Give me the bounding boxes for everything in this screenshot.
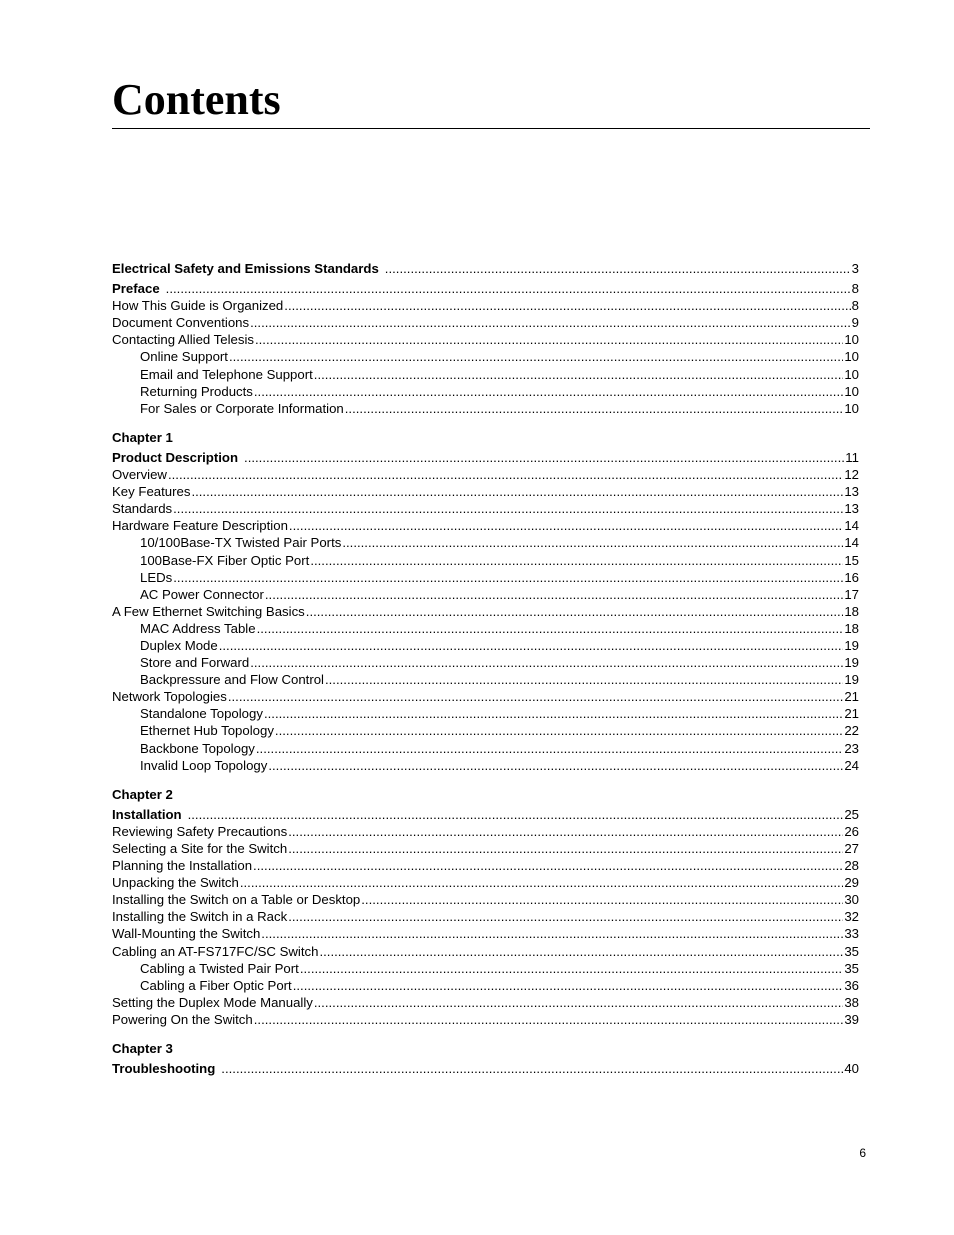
toc-entry[interactable] (112, 297, 859, 314)
toc-entry[interactable] (112, 552, 859, 569)
toc-entry-page: 12 (844, 467, 859, 483)
toc-entry[interactable] (112, 383, 859, 400)
toc-entry-label: Hardware Feature Description (112, 518, 288, 534)
toc-entry-page: 27 (844, 841, 859, 856)
toc-leader-dots (221, 1060, 843, 1077)
toc-entry-page: 8 (851, 298, 859, 314)
toc-leader-dots (168, 466, 843, 483)
toc-entry-label: LEDs (140, 569, 173, 585)
toc-entry-label: Backbone Topology (140, 740, 255, 756)
toc-entry-label: Installing the Switch in a Rack (112, 909, 288, 925)
toc-entry-page: 11 (845, 449, 859, 465)
toc-leader-dots (314, 366, 844, 383)
toc-entry-label: Powering On the Switch (112, 1011, 253, 1027)
toc-entry-page: 22 (844, 723, 859, 739)
toc-leader-dots (254, 1011, 844, 1028)
toc-entry[interactable] (112, 517, 859, 534)
toc-leader-dots (228, 688, 843, 705)
toc-leader-dots (229, 348, 843, 365)
toc-entry-label: Wall-Mounting the Switch (112, 926, 261, 942)
toc-entry[interactable] (112, 260, 859, 277)
toc-entry-label: Network Topologies (112, 689, 227, 705)
toc-entry-page: 29 (844, 875, 859, 891)
toc-entry[interactable] (112, 977, 859, 994)
toc-entry-page: 10 (844, 349, 859, 365)
toc-entry[interactable] (112, 314, 859, 331)
toc-entry-page: 21 (844, 706, 859, 722)
toc-leader-dots (275, 722, 843, 739)
toc-leader-dots (256, 740, 843, 757)
toc-leader-dots (288, 823, 843, 840)
toc-leader-dots (288, 840, 843, 857)
toc-entry-page: 39 (844, 1011, 859, 1027)
toc-entry-label: How This Guide is Organized (112, 298, 284, 314)
page-title: Contents (112, 75, 281, 124)
toc-entry[interactable] (112, 500, 859, 517)
toc-leader-dots (300, 960, 844, 977)
toc-entry-page: 3 (851, 261, 859, 276)
toc-leader-dots (289, 517, 843, 534)
toc-leader-dots (166, 280, 851, 297)
toc-entry-label: Preface (112, 281, 160, 297)
toc-entry-label: Cabling an AT-FS717FC/SC Switch (112, 943, 319, 959)
toc-entry-label: Chapter 3 (112, 1041, 173, 1057)
toc-entry-label: 10/100Base-TX Twisted Pair Ports (140, 535, 342, 551)
toc-leader-dots (345, 400, 844, 417)
toc-entry-label: Cabling a Fiber Optic Port (140, 977, 292, 993)
toc-entry[interactable] (112, 483, 859, 500)
toc-entry-page: 10 (844, 366, 859, 382)
toc-entry-label: Reviewing Safety Precautions (112, 823, 288, 839)
toc-leader-dots (288, 908, 843, 925)
toc-leader-dots (361, 891, 843, 908)
toc-entry-label: Document Conventions (112, 315, 250, 331)
toc-entry-page: 18 (844, 620, 859, 636)
toc-entry[interactable] (112, 960, 859, 977)
toc-entry-page: 10 (844, 332, 859, 348)
toc-entry-page: 40 (844, 1061, 859, 1077)
toc-leader-dots (264, 705, 843, 722)
toc-entry-label: Installation (112, 806, 182, 822)
toc-entry[interactable] (112, 688, 859, 705)
toc-entry-page: 16 (844, 569, 859, 585)
toc-entry[interactable] (112, 908, 859, 925)
toc-entry-label: Key Features (112, 484, 191, 500)
toc-entry[interactable] (112, 280, 859, 297)
toc-leader-dots (325, 671, 843, 688)
toc-entry-label: AC Power Connector (140, 586, 264, 602)
toc-entry-page: 35 (844, 960, 859, 976)
toc-leader-dots (319, 943, 843, 960)
toc-entry[interactable] (112, 705, 859, 722)
toc-entry-label: Contacting Allied Telesis (112, 332, 254, 348)
toc-entry[interactable] (112, 1060, 859, 1077)
toc-leader-dots (250, 314, 851, 331)
toc-entry[interactable] (112, 348, 859, 365)
toc-entry[interactable] (112, 603, 859, 620)
toc-entry[interactable] (112, 891, 859, 908)
toc-entry-page: 19 (844, 672, 859, 688)
toc-entry-page: 15 (844, 552, 859, 568)
toc-leader-dots (268, 757, 843, 774)
toc-entry[interactable] (112, 620, 859, 637)
toc-entry-label: Unpacking the Switch (112, 875, 239, 891)
toc-entry-label: Store and Forward (140, 655, 250, 671)
toc-entry-page: 18 (844, 603, 859, 619)
toc-entry-page: 24 (844, 757, 859, 773)
toc-leader-dots (244, 449, 844, 466)
toc-entry-page: 13 (844, 501, 859, 517)
toc-leader-dots (240, 874, 844, 891)
toc-entry-label: 100Base-FX Fiber Optic Port (140, 552, 310, 568)
toc-leader-dots (385, 260, 851, 277)
toc-leader-dots (255, 331, 843, 348)
toc-entry-label: For Sales or Corporate Information (140, 400, 344, 416)
toc-entry-label: Product Description (112, 449, 239, 465)
toc-entry-page: 21 (844, 689, 859, 705)
toc-leader-dots (284, 297, 850, 314)
toc-entry[interactable] (112, 757, 859, 774)
toc-leader-dots (257, 620, 844, 637)
toc-entry-label: Installing the Switch on a Table or Desktop (112, 892, 361, 908)
toc-entry[interactable] (112, 586, 859, 603)
toc-leader-dots (261, 925, 843, 942)
toc-entry-page: 33 (844, 926, 859, 942)
toc-entry-page: 17 (844, 586, 859, 602)
toc-chapter-heading (112, 786, 859, 803)
toc-leader-dots (250, 654, 843, 671)
toc-entry[interactable] (112, 994, 859, 1011)
toc-chapter-heading (112, 1040, 859, 1057)
toc-entry[interactable] (112, 943, 859, 960)
toc-entry-label: Chapter 1 (112, 429, 173, 445)
toc-entry-label: Email and Telephone Support (140, 366, 313, 382)
toc-entry-page: 13 (844, 484, 859, 500)
toc-entry[interactable] (112, 874, 859, 891)
toc-entry[interactable] (112, 637, 859, 654)
toc-entry[interactable] (112, 740, 859, 757)
toc-entry-page: 30 (844, 892, 859, 908)
toc-leader-dots (191, 483, 843, 500)
toc-leader-dots (265, 586, 843, 603)
toc-entry-page: 10 (844, 400, 859, 416)
toc-leader-dots (314, 994, 843, 1011)
toc-leader-dots (219, 637, 844, 654)
toc-entry-label: A Few Ethernet Switching Basics (112, 603, 305, 619)
toc-entry-label: Online Support (140, 349, 228, 365)
toc-entry[interactable] (112, 840, 859, 857)
toc-entry-label: Selecting a Site for the Switch (112, 841, 288, 856)
toc-entry-label: Cabling a Twisted Pair Port (140, 960, 299, 976)
toc-entry-label: Chapter 2 (112, 786, 173, 802)
toc-entry[interactable] (112, 534, 859, 551)
toc-leader-dots (310, 552, 843, 569)
toc-leader-dots (173, 500, 843, 517)
toc-entry[interactable] (112, 654, 859, 671)
toc-entry[interactable] (112, 569, 859, 586)
table-of-contents (112, 260, 859, 1077)
toc-entry[interactable] (112, 823, 859, 840)
toc-entry-page: 14 (844, 535, 859, 551)
toc-entry-page: 8 (851, 281, 859, 297)
toc-entry-page: 14 (844, 518, 859, 534)
toc-entry[interactable] (112, 331, 859, 348)
toc-entry-label: Electrical Safety and Emissions Standards (112, 261, 379, 276)
toc-entry-page: 23 (844, 740, 859, 756)
toc-entry-label: Returning Products (140, 383, 253, 399)
toc-entry-label: Backpressure and Flow Control (140, 672, 324, 688)
toc-entry-label: Setting the Duplex Mode Manually (112, 994, 313, 1010)
toc-entry[interactable] (112, 671, 859, 688)
toc-leader-dots (342, 534, 843, 551)
toc-entry-label: Invalid Loop Topology (140, 757, 268, 773)
toc-chapter-heading (112, 429, 859, 446)
toc-entry-page: 36 (844, 977, 859, 993)
toc-entry[interactable] (112, 449, 859, 466)
toc-entry-page: 19 (844, 637, 859, 653)
toc-leader-dots (188, 806, 844, 823)
toc-entry[interactable] (112, 806, 859, 823)
toc-entry-page: 32 (844, 909, 859, 925)
toc-entry-page: 35 (844, 943, 859, 959)
toc-entry[interactable] (112, 925, 859, 942)
toc-entry[interactable] (112, 466, 859, 483)
toc-leader-dots (253, 857, 843, 874)
toc-entry-label: Planning the Installation (112, 858, 253, 874)
toc-entry-label: Standards (112, 501, 173, 517)
toc-entry-page: 10 (844, 383, 859, 399)
toc-leader-dots (293, 977, 844, 994)
toc-entry[interactable] (112, 1011, 859, 1028)
toc-entry-label: Overview (112, 467, 167, 483)
toc-entry-label: Standalone Topology (140, 706, 263, 722)
toc-entry[interactable] (112, 366, 859, 383)
toc-entry-page: 28 (844, 858, 859, 874)
toc-entry-page: 19 (844, 655, 859, 671)
toc-entry-label: Troubleshooting (112, 1061, 216, 1077)
toc-entry-page: 25 (844, 806, 859, 822)
title-divider (112, 128, 870, 129)
toc-entry-page: 9 (851, 315, 859, 331)
toc-entry-label: Ethernet Hub Topology (140, 723, 274, 739)
toc-entry[interactable] (112, 400, 859, 417)
toc-leader-dots (306, 603, 844, 620)
page-number: 6 (859, 1146, 866, 1160)
toc-entry-page: 38 (844, 994, 859, 1010)
toc-entry[interactable] (112, 722, 859, 739)
toc-entry-label: MAC Address Table (140, 620, 256, 636)
toc-entry-page: 26 (844, 823, 859, 839)
toc-entry[interactable] (112, 857, 859, 874)
toc-entry-label: Duplex Mode (140, 637, 218, 653)
toc-leader-dots (173, 569, 843, 586)
toc-leader-dots (254, 383, 843, 400)
